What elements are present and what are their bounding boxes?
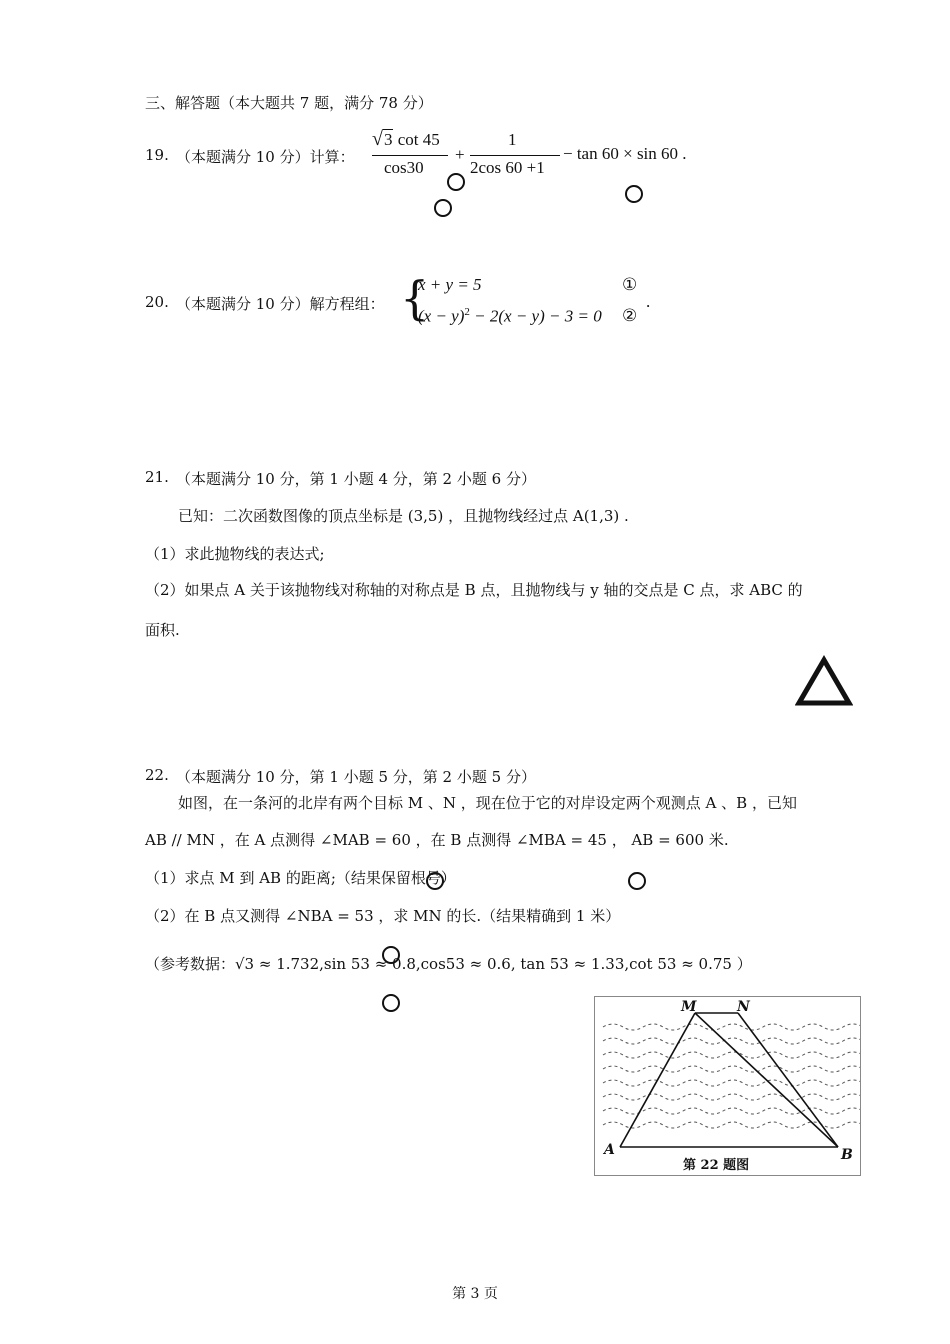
q20-brace: { <box>400 271 430 325</box>
q20-eq2 <box>418 306 602 327</box>
q21-part2-cont: 面积. <box>145 621 180 639</box>
page-footer: 第 3 页 <box>452 1286 498 1302</box>
q22-reference-data: （参考数据：√3 ≈ 1.732,sin 53 ≈ 0.8,cos53 ≈ 0.6, tan 53 ≈ 1.33,cot 53 ≈ 0.75 ） <box>145 955 752 973</box>
q20-eq1-mark: ① <box>622 275 638 294</box>
q22-part2: （2）在 B 点又测得 ∠NBA = 53 ，求 MN 的长.（结果精确到 1 米） <box>145 907 621 925</box>
q22-line2: AB // MN ，在 A 点测得 ∠MAB = 60 ，在 B 点测得 ∠MBA = 45 ， AB = 600 米. <box>145 831 729 849</box>
q20-prefix: （本题满分 10 分）解方程组： <box>176 295 385 313</box>
section-heading: 三、解答题（本大题共 7 题，满分 78 分） <box>145 94 433 112</box>
q22-number: 22. <box>145 766 169 784</box>
circle-mark <box>447 173 465 191</box>
q21-number: 21. <box>145 468 169 486</box>
figure-label-m: M <box>681 999 697 1015</box>
q19-tail: − tan 60 × sin 60 . <box>563 144 687 163</box>
figure-caption: 第 22 题图 <box>683 1158 750 1173</box>
circle-mark <box>382 994 400 1012</box>
q19-plus: + <box>455 145 465 164</box>
q20-number: 20. <box>145 293 169 311</box>
q19-frac2-numerator: 1 <box>508 130 517 149</box>
q20-eq2-part-a: (x − y) <box>418 306 465 326</box>
q19-frac2-bar <box>470 155 560 156</box>
q22-line1: 如图，在一条河的北岸有两个目标 M 、N ，现在位于它的对岸设定两个观测点 A 、B ，已知 <box>178 794 797 812</box>
circle-mark <box>434 199 452 217</box>
circle-mark <box>426 872 444 890</box>
figure-label-a: A <box>604 1142 615 1158</box>
q20-eq1: x + y = 5 <box>418 275 482 294</box>
q22-header: （本题满分 10 分，第 1 小题 5 分，第 2 小题 5 分） <box>176 768 536 786</box>
q19-sqrt-radicand: 3 <box>383 130 393 149</box>
river-diagram <box>595 997 860 1175</box>
q21-part2: （2）如果点 A 关于该抛物线对称轴的对称点是 B 点，且抛物线与 y 轴的交点是 C 点，求 ABC 的 <box>145 581 803 599</box>
q19-prefix: （本题满分 10 分）计算： <box>176 148 355 166</box>
q20-eq2-sup: 2 <box>464 306 470 318</box>
q21-header: （本题满分 10 分，第 1 小题 4 分，第 2 小题 6 分） <box>176 470 536 488</box>
q22-part1: （1）求点 M 到 AB 的距离;（结果保留根号） <box>145 869 456 887</box>
circle-mark <box>625 185 643 203</box>
q21-given: 已知：二次函数图像的顶点坐标是 (3,5) ，且抛物线经过点 A(1,3) . <box>178 507 629 525</box>
q20-eq2-part-b: − 2(x − y) − 3 = 0 <box>469 306 602 326</box>
q19-frac1-bar <box>372 155 448 156</box>
q20-eq2-mark: ② <box>622 306 638 325</box>
figure-22 <box>594 996 861 1176</box>
q19-frac2-denominator: 2cos 60 +1 <box>470 158 545 177</box>
q19-frac1-numerator: √3 cot 45 <box>372 128 440 150</box>
circle-mark <box>382 946 400 964</box>
circle-mark <box>628 872 646 890</box>
q21-part1: （1）求此抛物线的表达式; <box>145 545 325 563</box>
triangle-icon <box>795 655 853 707</box>
figure-label-n: N <box>737 999 750 1015</box>
q19-frac1-denominator: cos30 <box>384 158 424 177</box>
figure-label-b: B <box>841 1147 853 1163</box>
q19-number: 19. <box>145 146 169 164</box>
q19-frac1-num-rest: cot 45 <box>397 130 440 149</box>
q20-end: . <box>646 292 651 311</box>
